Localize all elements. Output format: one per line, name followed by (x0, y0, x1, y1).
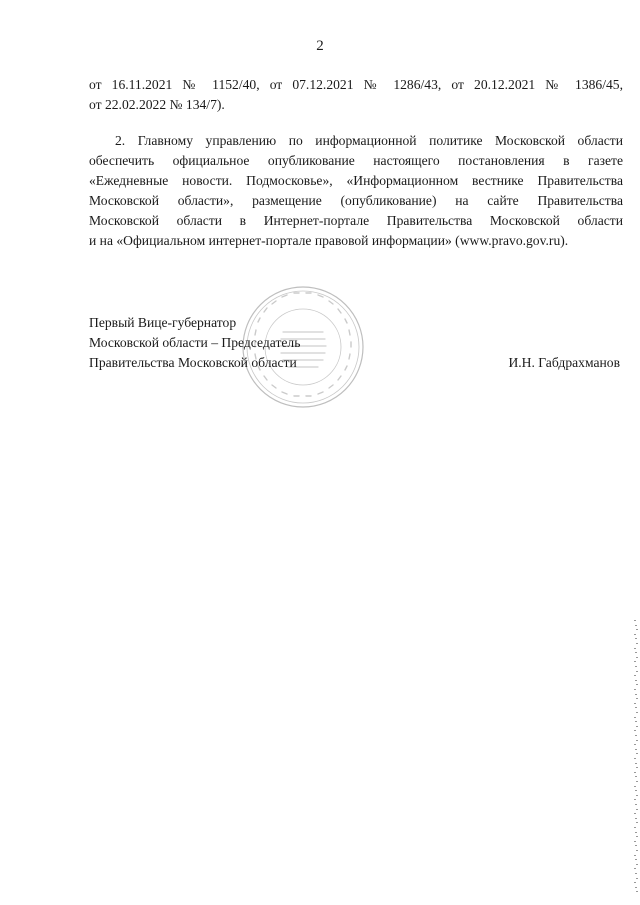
scan-speck (636, 657, 638, 658)
scan-speck (636, 822, 638, 823)
scan-speck (635, 818, 637, 819)
scan-speck (636, 671, 638, 672)
scan-speck (634, 841, 636, 842)
scan-speck (635, 625, 637, 626)
scan-speck (634, 689, 636, 690)
paragraph-item-2 (89, 131, 623, 251)
scan-speck (634, 634, 636, 635)
scan-speck (635, 735, 637, 736)
scan-speck (634, 703, 636, 704)
scan-speck (636, 712, 638, 713)
paragraph-line: 2. Главному управлению по информационной политике Московской области (115, 133, 623, 148)
scan-speck (635, 790, 637, 791)
scan-speck (634, 730, 636, 731)
scan-speck (634, 772, 636, 773)
paragraph-line: от 16.11.2021 № 1152/40, от 07.12.2021 № 1286/43, от 20.12.2021 № 1386/45, (89, 77, 623, 92)
scan-speck (635, 638, 637, 639)
scan-speck (636, 891, 638, 892)
scan-speck (635, 652, 637, 653)
scan-speck (636, 767, 638, 768)
scan-speck (634, 620, 636, 621)
scan-speck (636, 726, 638, 727)
signatory-title-line: Первый Вице-губернатор (89, 315, 237, 330)
scan-speck (634, 786, 636, 787)
scan-speck (636, 643, 638, 644)
scan-speck (636, 753, 638, 754)
paragraph-line: Московской области в Интернет-портале Правительства Московской области (89, 213, 623, 228)
scan-speck (636, 629, 638, 630)
scan-speck (634, 744, 636, 745)
scan-speck (634, 758, 636, 759)
scan-speck (635, 873, 637, 874)
scan-speck (636, 864, 638, 865)
scan-speck (634, 882, 636, 883)
scan-edge-marks (634, 620, 638, 900)
signatory-title-line: Московской области – Председатель (89, 335, 301, 350)
paragraph-line: от 22.02.2022 № 134/7). (89, 97, 225, 112)
scan-speck (634, 827, 636, 828)
scan-speck (634, 813, 636, 814)
scan-speck (636, 850, 638, 851)
scan-speck (635, 707, 637, 708)
scan-speck (634, 661, 636, 662)
paragraph-line: обеспечить официальное опубликование настоящего постановления в газете (89, 153, 623, 168)
scan-speck (636, 698, 638, 699)
scan-speck (634, 648, 636, 649)
scan-speck (634, 855, 636, 856)
paragraph-continuation (89, 75, 623, 115)
signatory-name: И.Н. Габдрахманов (508, 355, 620, 370)
scan-speck (636, 836, 638, 837)
scan-speck (635, 749, 637, 750)
scan-speck (634, 675, 636, 676)
signatory-title (89, 313, 349, 373)
scan-speck (636, 878, 638, 879)
scan-speck (636, 781, 638, 782)
scan-speck (635, 859, 637, 860)
paragraph-line: и на «Официальном интернет-портале правовой информации» (www.pravo.gov.ru). (89, 233, 569, 248)
scan-speck (636, 740, 638, 741)
scan-speck (635, 804, 637, 805)
scan-speck (635, 776, 637, 777)
scan-speck (634, 868, 636, 869)
scan-speck (635, 845, 637, 846)
scan-speck (635, 887, 637, 888)
page-number: 2 (316, 38, 324, 54)
scan-speck (636, 809, 638, 810)
scan-speck (635, 666, 637, 667)
signatory-title-line: Правительства Московской области (89, 355, 297, 370)
scan-speck (634, 717, 636, 718)
scan-speck (636, 684, 638, 685)
scan-speck (635, 694, 637, 695)
paragraph-line: Московской области», размещение (опубликование) на сайте Правительства (89, 193, 623, 208)
paragraph-line: «Ежедневные новости. Подмосковье», «Информационном вестнике Правительства (89, 173, 623, 188)
scan-speck (635, 680, 637, 681)
scan-speck (634, 799, 636, 800)
scan-speck (635, 763, 637, 764)
scan-speck (635, 832, 637, 833)
scan-speck (636, 795, 638, 796)
scan-speck (635, 721, 637, 722)
